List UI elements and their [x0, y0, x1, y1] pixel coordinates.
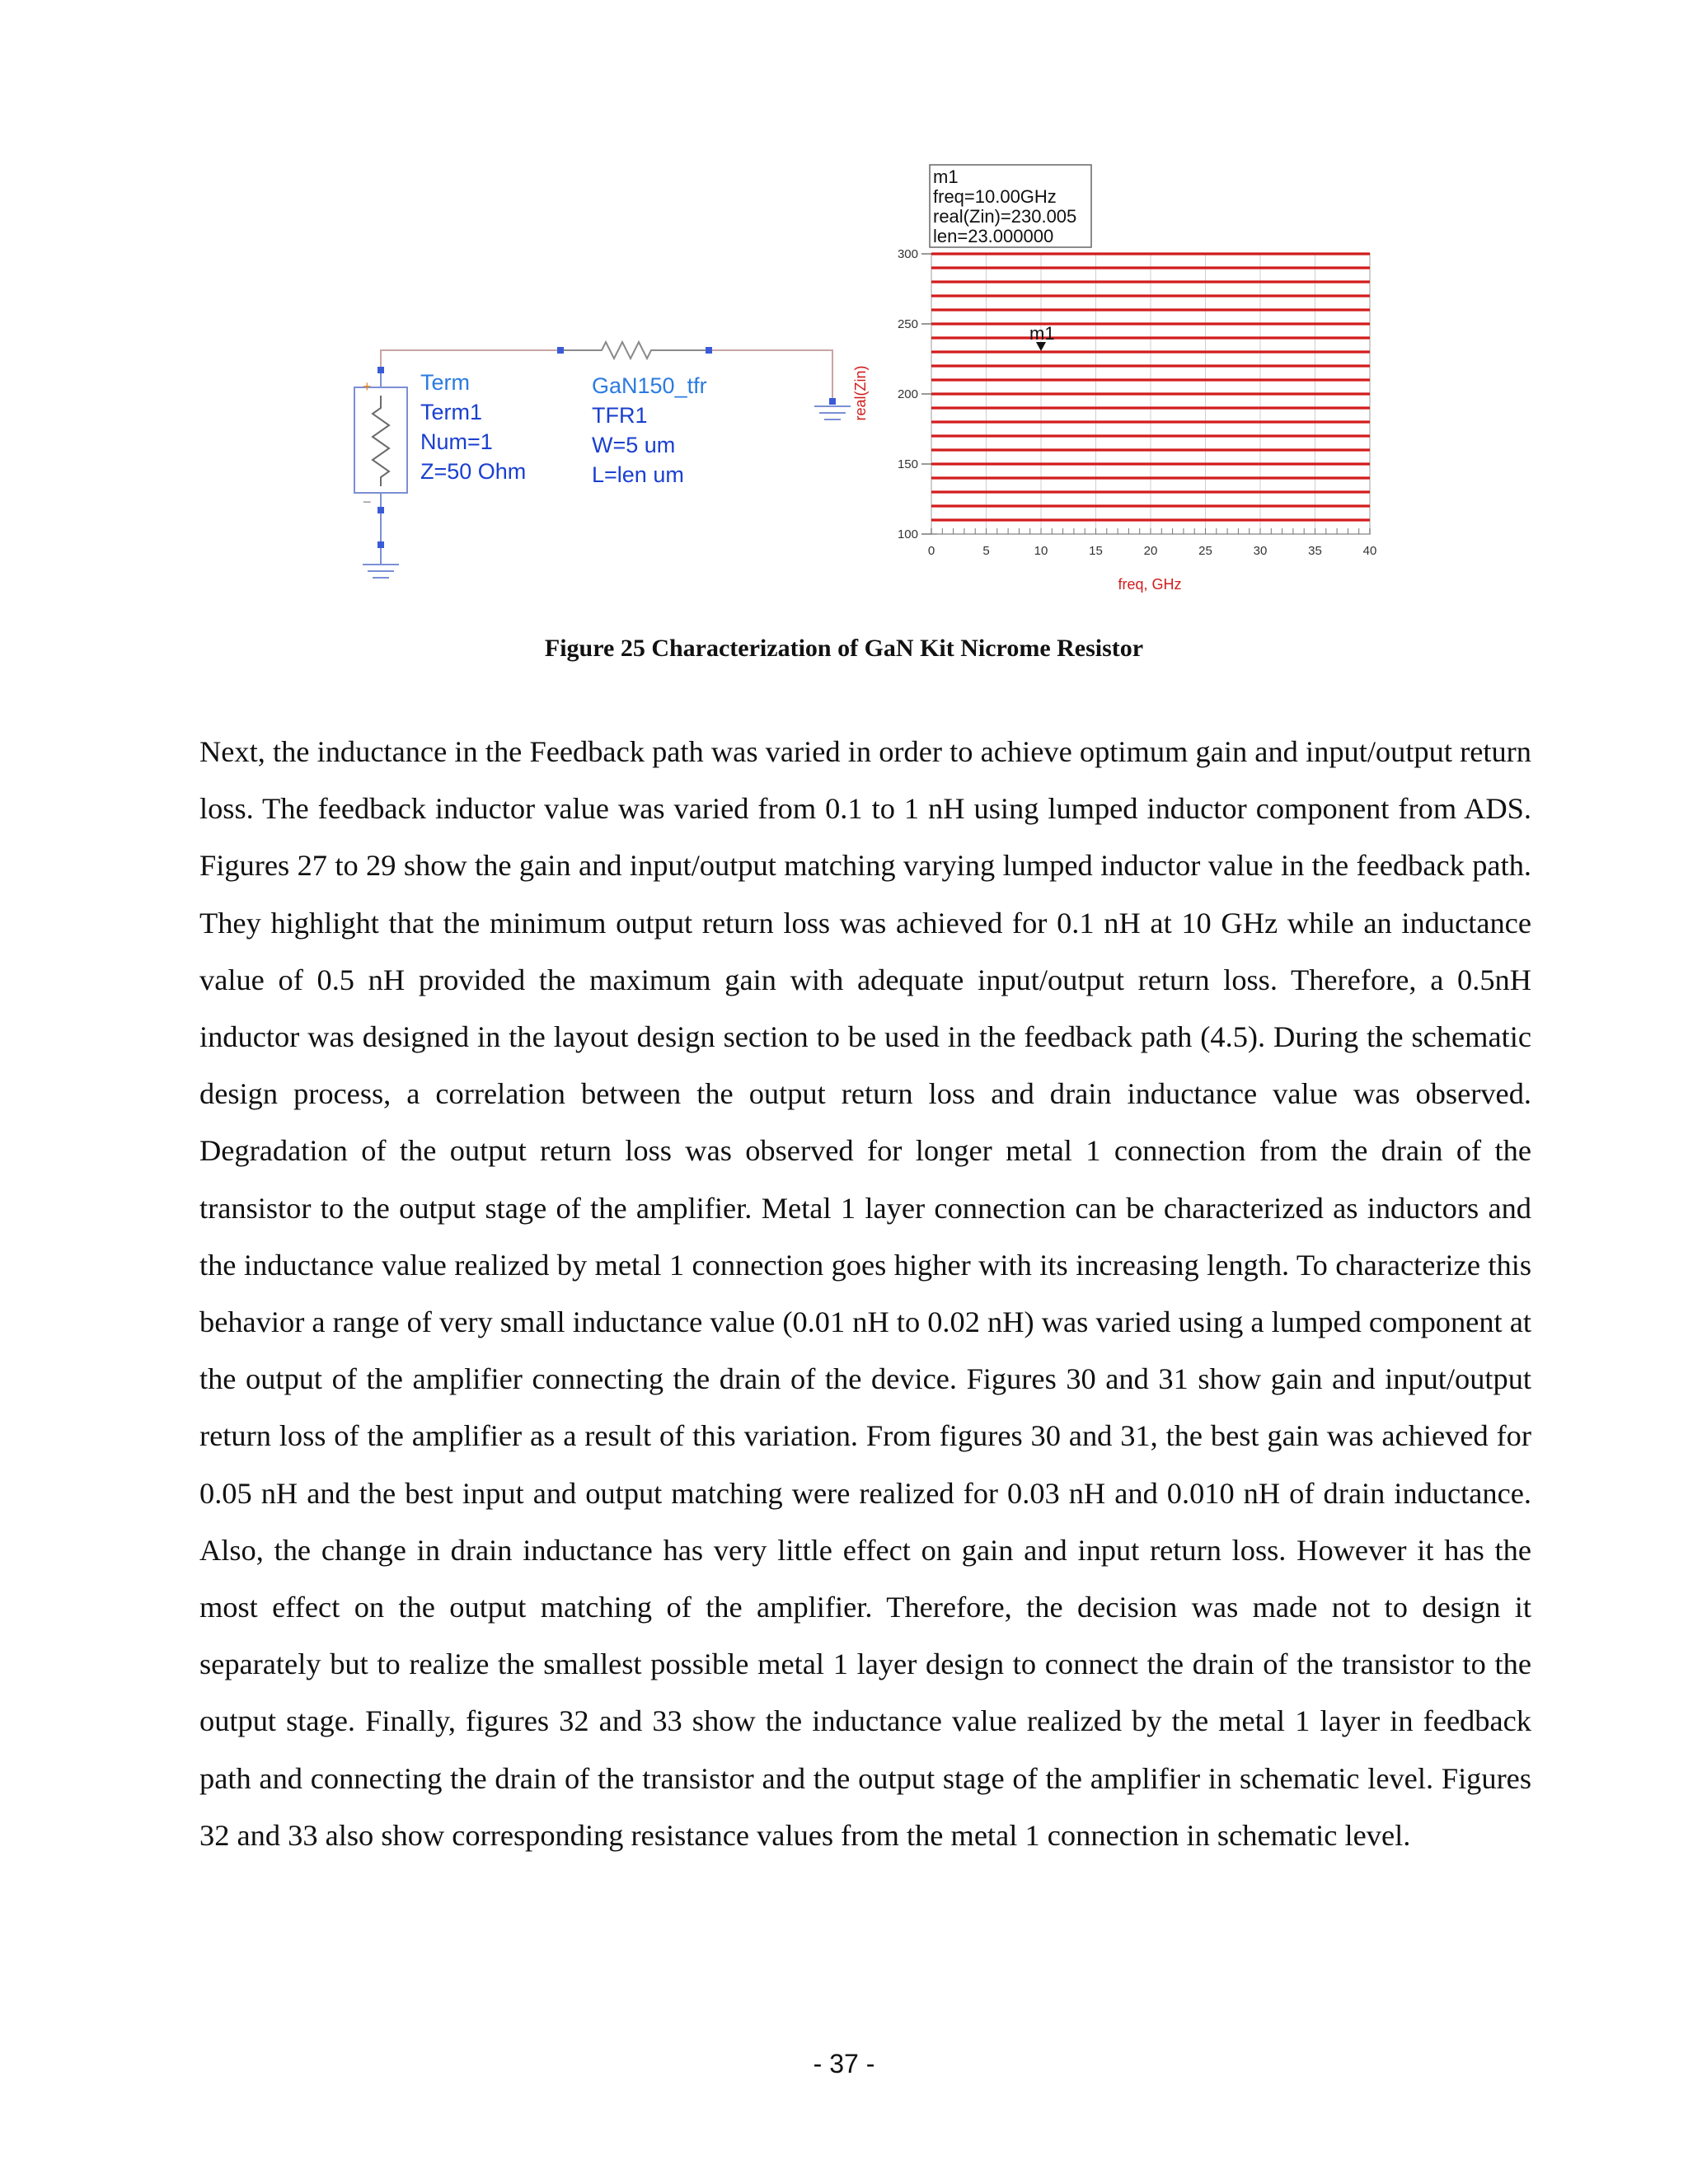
resistor-name-label: TFR1 — [592, 403, 648, 428]
marker-label: m1 — [1029, 322, 1055, 344]
term-impedance-label: Z=50 Ohm — [420, 459, 527, 484]
x-tick-label: 0 — [927, 544, 935, 558]
x-axis-title: freq, GHz — [1118, 576, 1182, 593]
x-tick-label: 35 — [1308, 544, 1322, 558]
x-tick-label: 15 — [1089, 544, 1103, 558]
marker-readout-line: real(Zin)=230.005 — [933, 206, 1077, 227]
resistor-pin-right — [706, 347, 712, 354]
term-num-label: Num=1 — [420, 429, 493, 454]
term-plus-sign: + — [363, 378, 372, 395]
y-tick-label: 250 — [897, 317, 918, 331]
x-tick-label: 30 — [1253, 544, 1268, 558]
x-tick-label: 10 — [1034, 544, 1048, 558]
term-type-label: Term — [420, 370, 470, 395]
resistor-type-label: GaN150_tfr — [592, 373, 707, 398]
ground-pin — [829, 398, 836, 405]
marker-readout-line: m1 — [933, 166, 959, 187]
resistor-length-label: L=len um — [592, 462, 684, 487]
ground-icon — [814, 406, 851, 419]
marker-readout-line: freq=10.00GHz — [933, 186, 1057, 207]
marker-readout-line: len=23.000000 — [933, 226, 1054, 246]
resistor-pin-left — [557, 347, 564, 354]
page-number: - 37 - — [813, 2049, 875, 2079]
y-axis-title: real(Zin) — [852, 365, 869, 421]
body-paragraph: Next, the inductance in the Feedback path was varied in order to achieve optimum gain and input/output return loss. The feedback inductor value was varied from 0.1 to 1 nH using lumped inductor component from ADS. Figures 27 to 29 show the gain and input/output matching varying lumped inductor value in the feedback path. They highlight that the minimum output return loss was achieved for 0.1 nH at 10 GHz while an inductance value of 0.5 nH provided the maximum gain with adequate input/output return loss. Therefore, a 0.5nH inductor was designed in the layout design section to be used in the feedback path (4.5). During the schematic design process, a correlation between the output return loss and drain inductance value was observed. Degradation of the output return loss was observed for longer metal 1 connection from the drain of the transistor to the output stage of the amplifier. Metal 1 layer connection can be characterized as inductors and the inductance value realized by metal 1 connection goes higher with its increasing length. To characterize this behavior a range of very small inductance value (0.01 nH to 0.02 nH) was varied using a lumped component at the output of the amplifier connecting the drain of the device. Figures 30 and 31 show gain and input/output return loss of the amplifier as a result of this variation. From figures 30 and 31, the best gain was achieved for 0.05 nH and the best input and output matching were realized for 0.03 nH and 0.010 nH of drain inductance. Also, the change in drain inductance has very little effect on gain and input return loss. However it has the most effect on the output matching of the amplifier. Therefore, the decision was made not to design it separately but to realize the smallest possible metal 1 layer design to connect the drain of the transistor to the output stage. Finally, figures 32 and 33 show the inductance value realized by the metal 1 layer in feedback path and connecting the drain of the transistor and the output stage of the amplifier in schematic level. Figures 32 and 33 also show corresponding resistance values from the metal 1 connection in schematic level. — [199, 735, 1531, 1852]
resistor-symbol — [560, 342, 709, 359]
figure-caption: Figure 25 Characterization of GaN Kit Nicrome Resistor — [544, 635, 1144, 662]
y-tick-label: 200 — [897, 387, 918, 401]
term-minus-sign: − — [363, 494, 372, 510]
resistor-width-label: W=5 um — [592, 433, 676, 457]
y-tick-label: 300 — [897, 247, 918, 261]
x-tick-label: 25 — [1198, 544, 1212, 558]
term-name-label: Term1 — [420, 400, 483, 424]
chart-axes — [898, 247, 1376, 558]
x-tick-label: 20 — [1143, 544, 1158, 558]
x-tick-label: 5 — [982, 544, 990, 558]
schematic-diagram — [330, 326, 874, 606]
ground-icon — [363, 550, 399, 578]
chart-plot — [849, 161, 1393, 606]
y-tick-label: 150 — [897, 457, 918, 471]
y-tick-label: 100 — [897, 527, 918, 541]
x-tick-label: 40 — [1362, 544, 1377, 558]
